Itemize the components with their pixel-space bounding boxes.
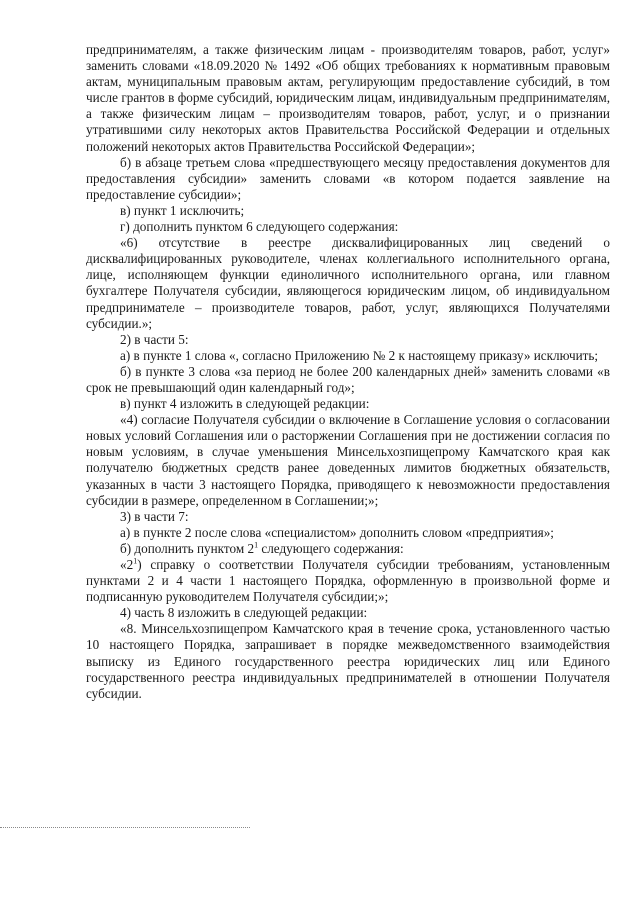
- paragraph-4: г) дополнить пунктом 6 следующего содержания:: [120, 219, 399, 235]
- superscript: 1: [254, 540, 259, 550]
- paragraph-11: 3) в части 7:: [120, 508, 189, 524]
- paragraph-8: б) в пункте 3 слова «за период не более 200 календарных дней» заменить словами «в срок не превышающий один календарный год»;: [86, 363, 610, 395]
- paragraph-13: [86, 541, 610, 557]
- paragraph-5: «6) отсутствие в реестре дисквалифицированных лиц сведений о дисквалифицированных руководителе, членах коллегиального исполнительного органа, лице, исполняющем функции единоличного исполнительного органа, или главном бухгалтере Получателя субсидии, являющегося юридическим лицом, об индивидуальном предпринимателе – производителе товаров, работ, услуг, являющихся Получателями субсидии.»;: [86, 235, 610, 331]
- paragraph-2: б) в абзаце третьем слова «предшествующего месяцу предоставления документов для предоставления субсидии» заменить словами «в котором подается заявление на предоставление субсидии»;: [86, 154, 610, 202]
- paragraph-1: предпринимателям, а также физическим лицам - производителям товаров, работ, услуг» заменить словами «18.09.2020 № 1492 «Об общих требованиях к нормативным правовым актам, муниципальным правовым актам, регулирующим предоставление субсидий, в том числе грантов в форме субсидий, юридическим лицам, индивидуальным предпринимателям, а также физическим лицам – производителям товаров, работ, услуг, и о признании утратившими силу некоторых актов Правительства Российской Федерации и отдельных положений некоторых актов Правительства Российской Федерации»;: [86, 42, 610, 154]
- paragraph-6: 2) в части 5:: [120, 331, 189, 347]
- paragraph-10: «4) согласие Получателя субсидии о включение в Соглашение условия о согласовании новых условий Соглашения или о расторжении Соглашения при не достижении согласия по новым условиям, в случае уменьшения Минсельхозпищепрому Камчатского края как получателю бюджетных средств ранее доведенных лимитов бюджетных обязательств, указанных в части 3 настоящего Порядка, приводящего к невозможности предоставления субсидии в размере, определенном в Соглашении;»;: [86, 412, 610, 508]
- document-body: [86, 42, 610, 702]
- paragraph-16: «8. Минсельхозпищепром Камчатского края в течение срока, установленного частью 10 настоящего Порядка, запрашивает в порядке межведомственного взаимодействия выписку из Единого государственного реестра юридических лиц или Единого государственного реестра индивидуальных предпринимателей в отношении Получателя субсидии.: [86, 621, 610, 701]
- footer-divider: [0, 827, 250, 828]
- paragraph-14-text-after: ) справку о соответствии Получателя субсидии требованиям, установленным пунктами 2 и 4 части 1 настоящего Порядка, оформленную в произвольной форме и подписанную руководителем Получателя субсидии;»;: [86, 557, 610, 605]
- superscript: 1: [133, 556, 138, 566]
- paragraph-13-text: б) дополнить пунктом 2: [120, 540, 255, 556]
- paragraph-15: 4) часть 8 изложить в следующей редакции:: [120, 605, 368, 621]
- paragraph-9: в) пункт 4 изложить в следующей редакции:: [120, 396, 370, 412]
- paragraph-3: в) пункт 1 исключить;: [120, 202, 245, 218]
- paragraph-13-text-after: следующего содержания:: [258, 540, 404, 556]
- paragraph-14: [86, 557, 610, 605]
- paragraph-14-text: «2: [120, 557, 134, 572]
- paragraph-7: а) в пункте 1 слова «, согласно Приложению № 2 к настоящему приказу» исключить;: [120, 347, 599, 363]
- paragraph-12: а) в пункте 2 после слова «специалистом» дополнить словом «предприятия»;: [120, 524, 554, 540]
